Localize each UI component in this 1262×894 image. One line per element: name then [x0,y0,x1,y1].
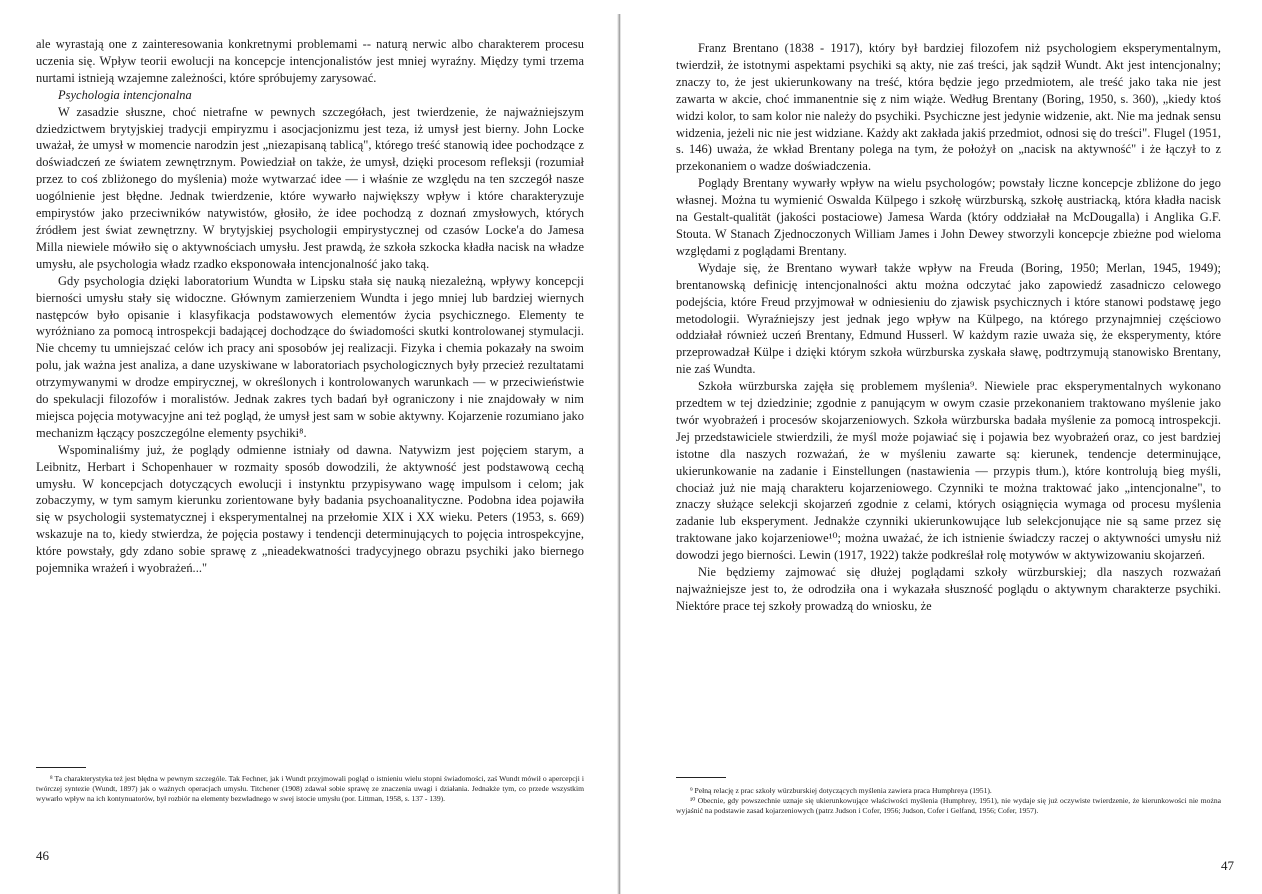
left-footnotes [36,774,584,803]
paragraph: Wspominaliśmy już, że poglądy odmienne istniały od dawna. Natywizm jest pojęciem starym, a Leibnitz, Herbart i Schopenhauer w rozmaity sposób dowodzili, że aktywność jest podstawową cechą umysłu. W koncepcjach dotyczących ewolucji i instynktu przypisywano wagę impulsom i celom; jak zobaczymy, w tym samym kierunku zorientowane były badania psychoanalityczne. Podobna idea pojawiła się w psychologii systematycznej i eksperymentalnej na przełomie XIX i XX wieku. Peters (1953, s. 669) wskazuje na to, kiedy stwierdza, że pojęcia postawy i tendencji determinujących to pojęcia introspekcyjne, które powstały, gdy zdano sobie sprawę z „nieadekwatności tradycyjnego obrazu psychiki jako biernego pojemnika wrażeń i wyobrażeń..." [36,442,584,576]
footnote-divider [36,767,86,768]
right-page-body [676,40,1221,615]
paragraph: W zasadzie słuszne, choć nietrafne w pewnych szczegółach, jest twierdzenie, że najważniejszym dziedzictwem brytyjskiej tradycji empiryzmu i asocjacjonizmu jest teza, iż umysł jest bierny. John Locke uważał, że umysł w momencie narodzin jest „niezapisaną tablicą", którego treść stanowią idee pochodzące z doświadczeń ze światem zewnętrznym. Powiedział on także, że umysł, dzięki procesom refleksji (rozumiał przez to coś zbliżonego do myślenia) może wytwarzać idee — i właśnie ze względu na ten szczegół nasze uogólnienie jest błędne. Jednak twierdzenie, które wywarło największy wpływ i które charakteryzuje empirystów jako przeciwników natywistów, głosiło, że idee pochodzą z doznań zmysłowych, których źródłem jest świat zewnętrzny. W brytyjskiej psychologii empirystycznej od czasów Locke'a do Jamesa Milla niewiele mówiło się o aktywnościach umysłu. Jest prawdą, że szkoła szkocka kładła nacisk na władze umysłu, ale psychologia władz rzadko eksponowała intencjonalność jako taką. [36,104,584,271]
paragraph: Poglądy Brentany wywarły wpływ na wielu psychologów; powstały liczne koncepcje zbliżone do jego własnej. Można tu wymienić Oswalda Külpego i szkołę würzburską, szkołę austriacką, która kładła nacisk na Gestalt-qualität (jakości postaciowe) Jamesa Warda (który oddziałał na McDougalla) i Anglika G.F. Stouta. W Stanach Zjednoczonych William James i John Dewey stworzyli koncepcje zbieżne pod wieloma względami z poglądami Brentany. [676,176,1221,258]
paragraph: Franz Brentano (1838 - 1917), który był bardziej filozofem niż psychologiem eksperymentalnym, twierdził, że istotnymi aspektami psychiki są akty, nie zaś treści, jak sądził Wundt. Akt jest intencjonalny; znaczy to, że jest ukierunkowany na treść, która będzie jego przedmiotem, ale treść jako taka nie jest zawarta w akcie, choć immanentnie się z nim wiąże. Według Brentany (Boring, 1950, s. 360), „kiedy ktoś widzi kolor, to sam kolor nie należy do psychiki. Psychiczne jest jedynie widzenie, akt. Nie ma jednak sensu widzenia, jeżeli nic nie jest widziane. Każdy akt zakłada jakiś przedmiot, odnosi się do treści". Flugel (1951, s. 146) uważa, że wkład Brentany polega na tym, że położył on „nacisk na aktywność" i że łączył to z przekonaniem o wadze doświadczenia. [676,41,1221,174]
left-page [0,0,620,894]
paragraph: Wydaje się, że Brentano wywarł także wpływ na Freuda (Boring, 1950; Merlan, 1945, 1949); brentanowską definicję intencjonalności aktu można odczytać jako zapowiedź zasadniczo celowego podejścia, które Freud przyjmował w odniesieniu do zjawisk psychicznych i które stanowi podstawę jego metodologii. Wyraźniejszy jest jednak jego wpływ na Külpego, na którego przynajmniej częściowo oddziałał również uczeń Brentany, Edmund Husserl. W każdym razie uważa się, że eksperymenty, które przeprowadzał Külpe i dzięki którym szkoła würzburska zyskała sławę, podtrzymują stanowisko Brentany, nie zaś Wundta. [676,260,1221,377]
paragraph: Nie będziemy zajmować się dłużej poglądami szkoły würzburskiej; dla naszych rozważań najważniejsze jest to, że odrodziła ona i wykazała słuszność poglądu o aktywnym charakterze psychiki. Niektóre prace tej szkoły prowadzą do wniosku, że [676,565,1221,613]
right-footnotes [676,786,1221,815]
paragraph: ale wyrastają one z zainteresowania konkretnymi problemami -- naturą nerwic albo charakterem procesu uczenia się. Wpływ teorii ewolucji na koncepcje intencjonalistów jest mniej wyraźny. Między tymi trzema nurtami istnieją wzajemne zależności, które spróbujemy zarysować. [36,37,584,85]
paragraph: Gdy psychologia dzięki laboratorium Wundta w Lipsku stała się nauką niezależną, wpływy koncepcji bierności umysłu stały się widoczne. Głównym zamierzeniem Wundta i jego mniej lub bardziej wiernych następców było opisanie i klasyfikacja podstawowych elementów życia psychicznego. Elementy te wyróżniano za pomocą introspekcji badającej dochodzące do świadomości skutki kontrolowanej stymulacji. Nie chcemy tu umniejszać celów ich pracy ani sposobów jej realizacji. Fizyka i chemia pokazały na swoim polu, jak ważna jest analiza, a dane uzyskiwane w laboratoriach psychologicznych były przecież rezultatami otrzymywanymi w drodze empirycznej, w określonych i kontrolowanych warunkach — w przeciwieństwie do spekulacji filozofów i moralistów. Jednak zakres tych badań był ograniczony i nie znajdowały w nim miejsca pojęcia motywacyjne ani też pogląd, że umysł jest sam w sobie aktywny. Kojarzenie rozumiano jako mechanizm łączący poszczególne elementy psychiki⁸. [36,273,584,440]
paragraph: Szkoła würzburska zajęła się problemem myślenia⁹. Niewiele prac eksperymentalnych wykonano przedtem w tej dziedzinie; zgodnie z panującym w owym czasie przekonaniem traktowano myślenie jako twór wyobrażeń i procesów skojarzeniowych. Szkoła würzburska badała myślenie za pomocą introspekcji. Jej przedstawiciele stwierdzili, że myśl może pojawiać się i pojawia bez wyobrażeń oraz, co jest bardziej istotne dla naszych rozważań, że w myśleniu zawarte są: kierunek, tendencje determinujące, ukierunkowanie na zadanie i Einstellungen (nastawienia — przypis tłum.), które kontrolują bieg myśli, chociaż już nie mają charakteru kojarzeniowego. Czynniki te można traktować jako „intencjonalne", to znaczy służące selekcji skojarzeń zgodnie z celami, których osiągnięcia wymaga od procesu myślenia zadanie lub eksperyment. Jednakże czynniki ukierunkowujące lub selekcjonujące nie są same przez się traktowane jako kojarzeniowe¹⁰; można uważać, że ich istnienie świadczy raczej o aktywności umysłu niż dowodzi jego bierności. Lewin (1917, 1922) także podkreślał rolę motywów w aktywizowaniu skojarzeń. [676,379,1221,563]
footnote: ¹⁰ Obecnie, gdy powszechnie uznaje się ukierunkowujące właściwości myślenia (Humphrey, 1951), nie wydaje się już oczywiste twierdzenie, że kierunkowości nie można wyjaśnić na podstawie zasad kojarzeniowych (patrz Judson i Cofer, 1956; Judson, Cofer i Gelfand, 1956; Cofer, 1957). [676,795,1221,815]
right-page [624,0,1262,894]
left-page-body [36,36,584,577]
footnote-divider [676,777,726,778]
footnote: ⁸ Ta charakterystyka też jest błędna w pewnym szczególe. Tak Fechner, jak i Wundt przyjmowali pogląd o istnieniu wielu stopni świadomości, zaś Wundt mówił o apercepcji i twórczej syntezie (Wundt, 1897) jak o ważnych operacjach umysłu. Titchener (1908) zdawał sobie sprawę ze znaczenia uwagi i działania. Jednakże tym, co przede wszystkim wywarło wpływ na ich kontynuatorów, był rozbiór na elementy bezwładnego w swej istocie umysłu (por. Littman, 1958, s. 137 - 139). [36,774,584,803]
footnote: ⁹ Pełną relację z prac szkoły würzburskiej dotyczących myślenia zawiera praca Humphreya (1951). [690,786,992,795]
section-heading: Psychologia intencjonalna [58,87,192,102]
page-number: 47 [1221,858,1234,873]
page-number: 46 [36,848,49,863]
book-gutter [617,14,621,894]
